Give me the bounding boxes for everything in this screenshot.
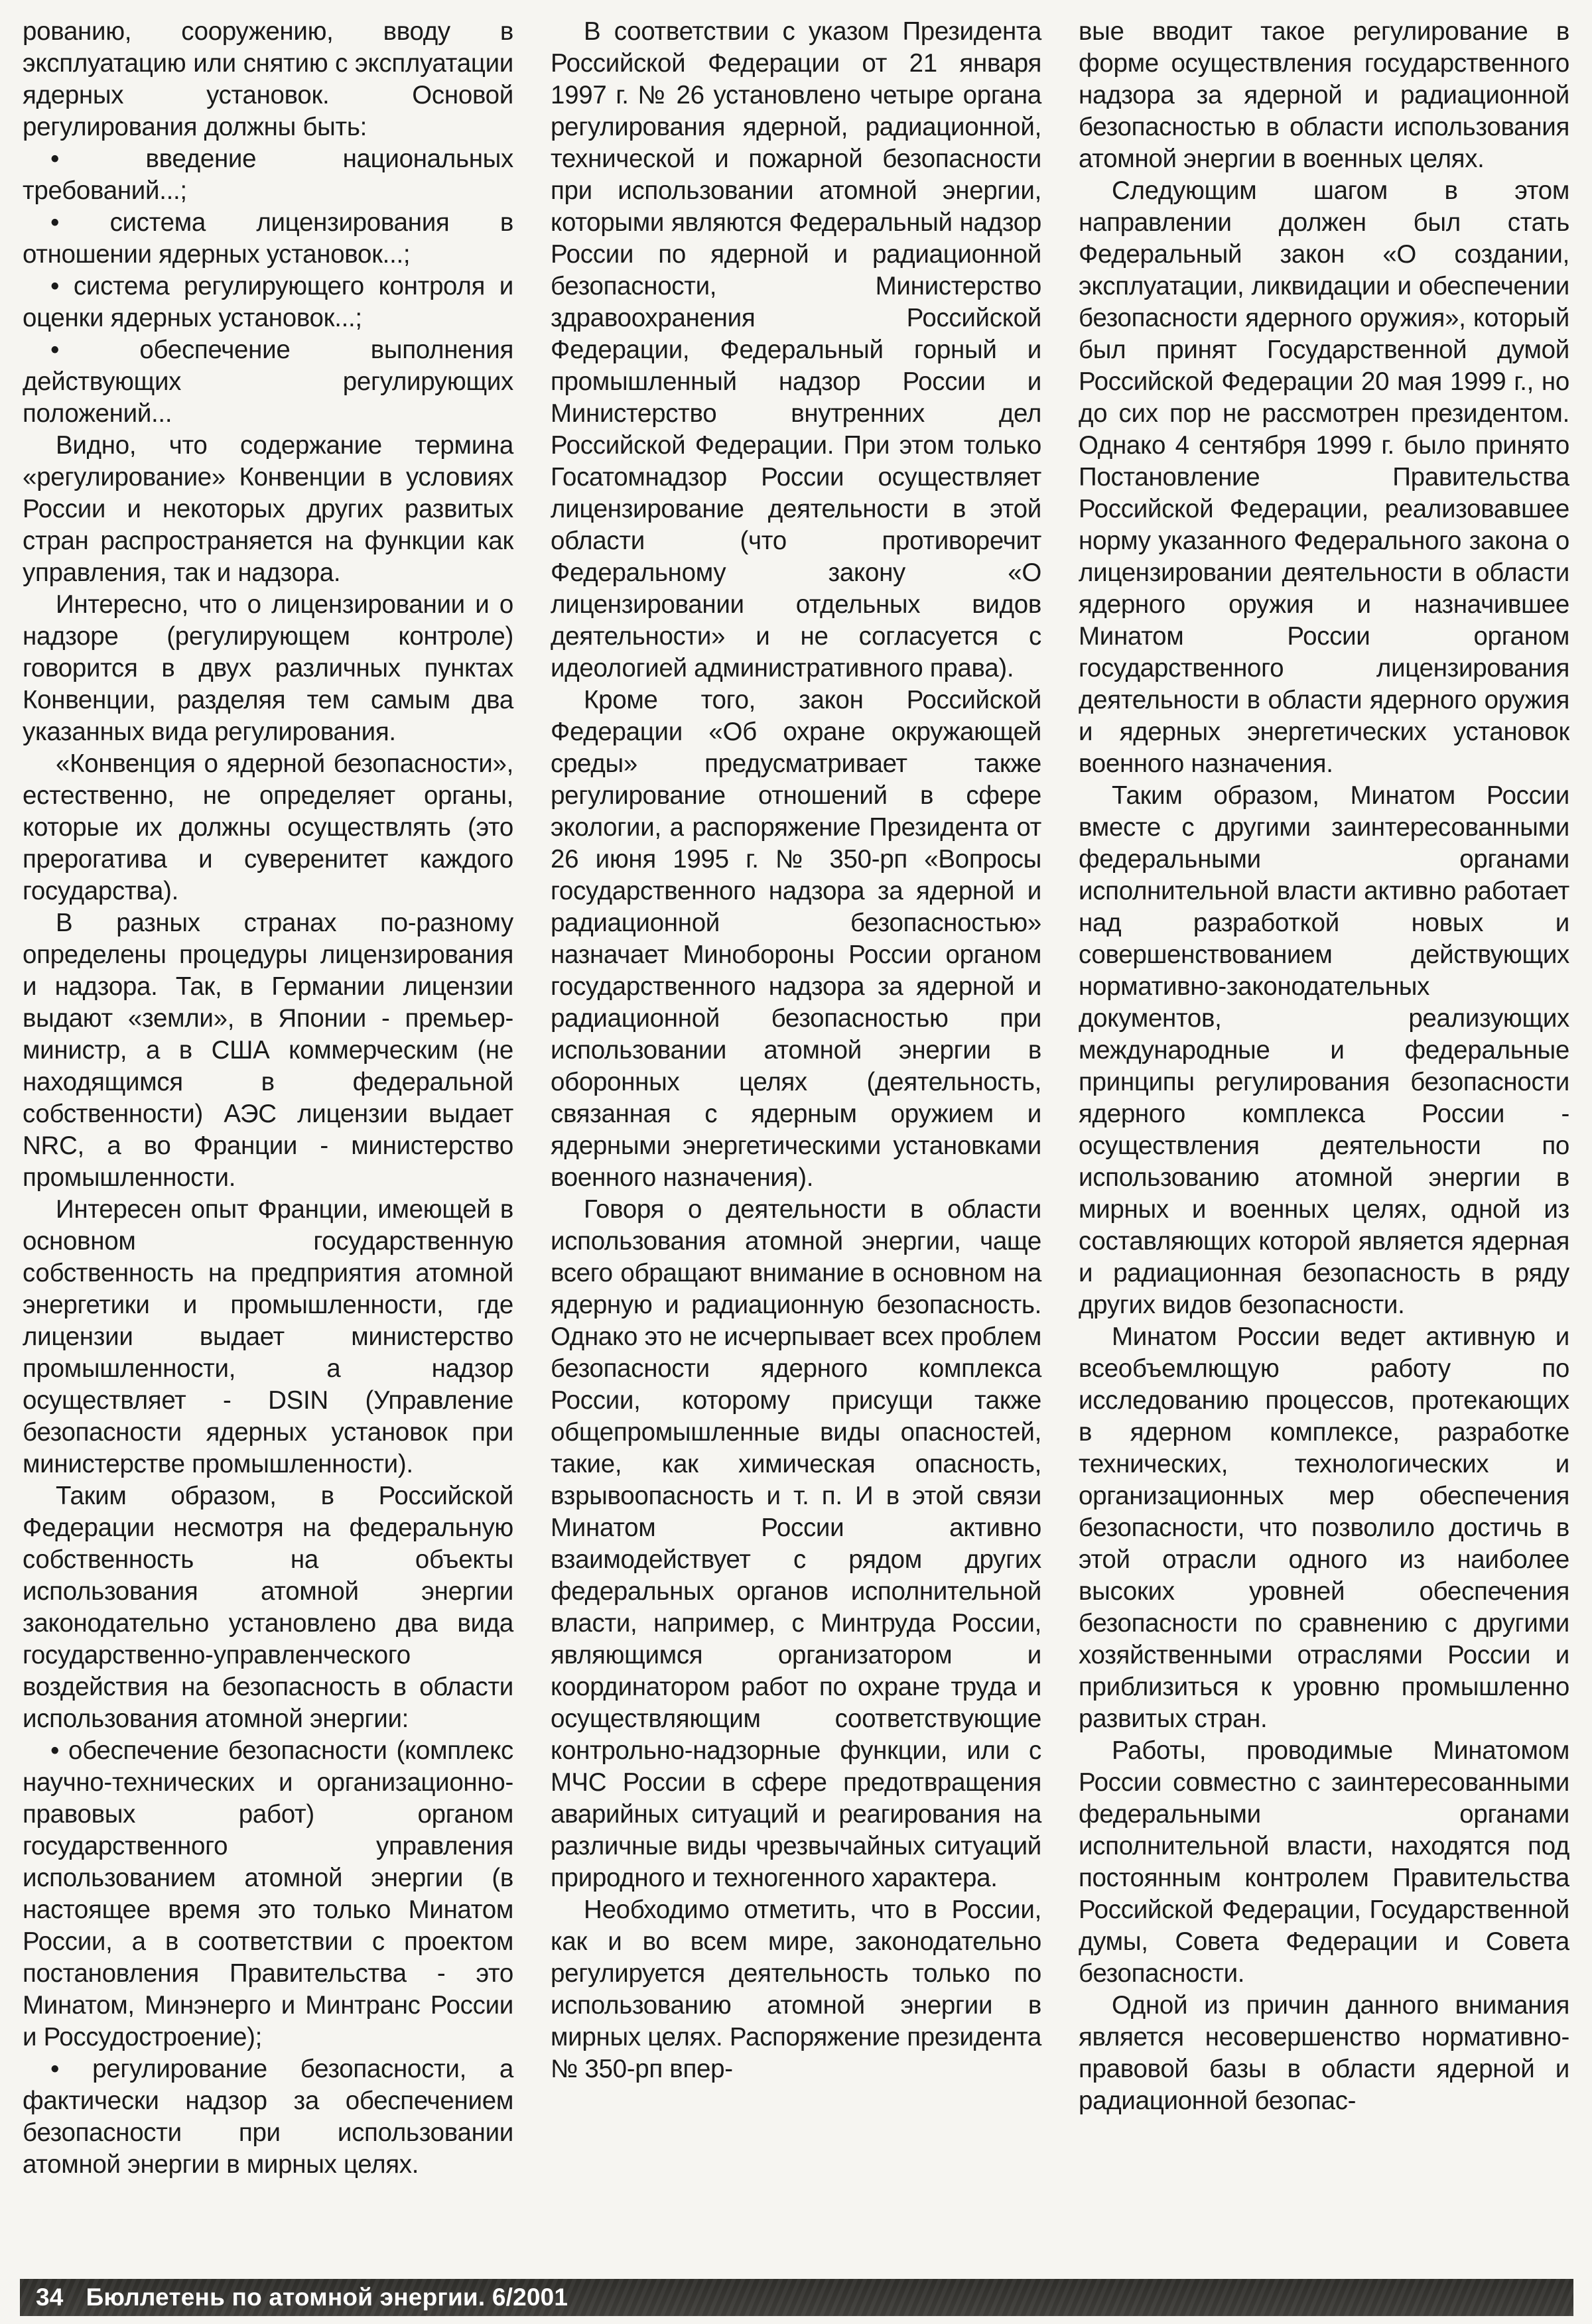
bullet-item: • введение национальных требований...;	[23, 145, 513, 205]
body-paragraph: Работы, проводимые Минатомом России совместно с заинтересованными федеральными органами исполнительной власти, находятся под постоянным контролем Правительства Российской Федерации, Государственной думы, Совета Федерации и Совета безопасности.	[1079, 1736, 1569, 1988]
body-paragraph: Кроме того, закон Российской Федерации «Об охране окружающей среды» предусматривает также регулирование отношений в сфере экологии, а распоряжение Президента от 26 июня 1995 г. № 350-рп «Вопросы государственного надзора за ядерной и радиационной безопасностью» назначает Минобороны России органом государственного надзора за ядерной и радиационной безопасностью при использовании атомной энергии в оборонных целях (деятельность, связанная с ядерным оружием и ядерными энергетическими установками военного назначения).	[551, 686, 1041, 1192]
journal-title: Бюллетень по атомной энергии. 6/2001	[86, 2284, 568, 2311]
body-paragraph: Видно, что содержание термина «регулирование» Конвенции в условиях России и некоторых других развитых стран распространяется на функции как управления, так и надзора.	[23, 431, 513, 587]
body-paragraph: Необходимо отметить, что в России, как и во всем мире, законодательно регулируется деятельность только по использованию атомной энергии в мирных целях. Распоряжение президента № 350-рп впер-	[551, 1896, 1041, 2083]
body-paragraph: вые вводит такое регулирование в форме осуществления государственного надзора за ядерной и радиационной безопасностью в области использования атомной энергии в военных целях.	[1079, 17, 1569, 173]
body-paragraph: Одной из причин данного внимания является несовершенство нормативно-правовой базы в области ядерной и радиационной безопас-	[1079, 1991, 1569, 2115]
body-paragraph: Говоря о деятельности в области использования атомной энергии, чаще всего обращают внимание в основном на ядерную и радиационную безопасность. Однако это не исчерпывает всех проблем безопасности ядерного комплекса России, которому присущи также общепромышленные виды опасностей, такие, как химическая опасность, взрывоопасность и т. п. И в этой связи Минатом России активно взаимодействует с рядом других федеральных органов исполнительной власти, например, с Минтруда России, являющимся организатором и координатором работ по охране труда и осуществляющим соответствующие контрольно-надзорные функции, или с МЧС России в сфере предотвращения аварийных ситуаций и реагирования на различные виды чрезвычайных ситуаций природного и техногенного характера.	[551, 1195, 1041, 1892]
body-paragraph: «Конвенция о ядерной безопасности», естественно, не определяет органы, которые их должны осуществлять (это прерогатива и суверенитет каждого государства).	[23, 749, 513, 905]
body-paragraph: Следующим шагом в этом направлении должен был стать Федеральный закон «О создании, эксплуатации, ликвидации и обеспечении безопасности ядерного оружия», который был принят Государственной думой Российской Федерации 20 мая 1999 г., но до сих пор не рассмотрен президентом. Однако 4 сентября 1999 г. было принято Постановление Правительства Российской Федерации, реализовавшее норму указанного Федерального закона о лицензировании деятельности в области ядерного оружия и назначившее Минатом России органом государственного лицензирования деятельности в области ядерного оружия и ядерных энергетических установок военного назначения.	[1079, 176, 1569, 778]
body-paragraph: Таким образом, в Российской Федерации несмотря на федеральную собственность на объекты использования атомной энергии законодательно установлено два вида государственно-управленческого воздействия на безопасность в области использования атомной энергии:	[23, 1482, 513, 1733]
body-paragraph: Интересно, что о лицензировании и о надзоре (регулирующем контроле) говорится в двух различных пунктах Конвенции, разделяя тем самым два указанных вида регулирования.	[23, 590, 513, 746]
column-left	[23, 16, 513, 2268]
bullet-item: • обеспечение безопасности (комплекс научно-технических и организационно-правовых работ) органом государственного управления использованием атомной энергии (в настоящее время это только Минатом России, а в соответствии с проектом постановления Правительства - это Минатом, Минэнерго и Минтранс России и Россудостроение);	[23, 1736, 513, 2051]
body-paragraph: В разных странах по-разному определены процедуры лицензирования и надзора. Так, в Германии лицензии выдают «земли», в Японии - премьер-министр, а в США коммерческим (не находящимся в федеральной собственности) АЭС лицензии выдает NRC, а во Франции - министерство промышленности.	[23, 909, 513, 1192]
bullet-item: • обеспечение выполнения действующих регулирующих положений...	[23, 336, 513, 428]
body-paragraph: Интересен опыт Франции, имеющей в основном государственную собственность на предприятия атомной энергетики и промышленности, где лицензии выдает министерство промышленности, а надзор осуществляет - DSIN (Управление безопасности ядерных установок при министерстве промышленности).	[23, 1195, 513, 1478]
text-columns	[23, 16, 1569, 2268]
column-right	[1079, 16, 1569, 2268]
body-paragraph: Таким образом, Минатом России вместе с другими заинтересованными федеральными органами исполнительной власти активно работает над разработкой новых и совершенствованием действующих нормативно-законодательных документов, реализующих международные и федеральные принципы регулирования безопасности ядерного комплекса России - осуществления деятельности по использованию атомной энергии в мирных и военных целях, одной из составляющих которой является ядерная и радиационная безопасность в ряду других видов безопасности.	[1079, 781, 1569, 1319]
body-paragraph: Минатом России ведет активную и всеобъемлющую работу по исследованию процессов, протекающих в ядерном комплексе, разработке технических, технологических и организационных мер обеспечения безопасности, что позволило достичь в этой отрасли одного из наиболее высоких уровней обеспечения безопасности по сравнению с другими хозяйственными отраслями России и приблизиться к уровню промышленно развитых стран.	[1079, 1323, 1569, 1733]
page-number: 34	[36, 2284, 64, 2311]
footer-bar	[20, 2279, 1573, 2316]
bullet-item: • регулирование безопасности, а фактически надзор за обеспечением безопасности при использовании атомной энергии в мирных целях.	[23, 2055, 513, 2179]
bullet-item: • система лицензирования в отношении ядерных установок...;	[23, 208, 513, 269]
body-paragraph: рованию, сооружению, вводу в эксплуатацию или снятию с эксплуатации ядерных установок. Основой регулирования должны быть:	[23, 17, 513, 141]
body-paragraph: В соответствии с указом Президента Российской Федерации от 21 января 1997 г. № 26 установлено четыре органа регулирования ядерной, радиационной, технической и пожарной безопасности при использовании атомной энергии, которыми являются Федеральный надзор России по ядерной и радиационной безопасности, Министерство здравоохранения Российской Федерации, Федеральный горный и промышленный надзор России и Министерство внутренних дел Российской Федерации. При этом только Госатомнадзор России осуществляет лицензирование деятельности в этой области (что противоречит Федеральному закону «О лицензировании отдельных видов деятельности» и не согласуется с идеологией административного права).	[551, 17, 1041, 682]
column-middle	[551, 16, 1041, 2268]
bullet-item: • система регулирующего контроля и оценки ядерных установок...;	[23, 272, 513, 332]
